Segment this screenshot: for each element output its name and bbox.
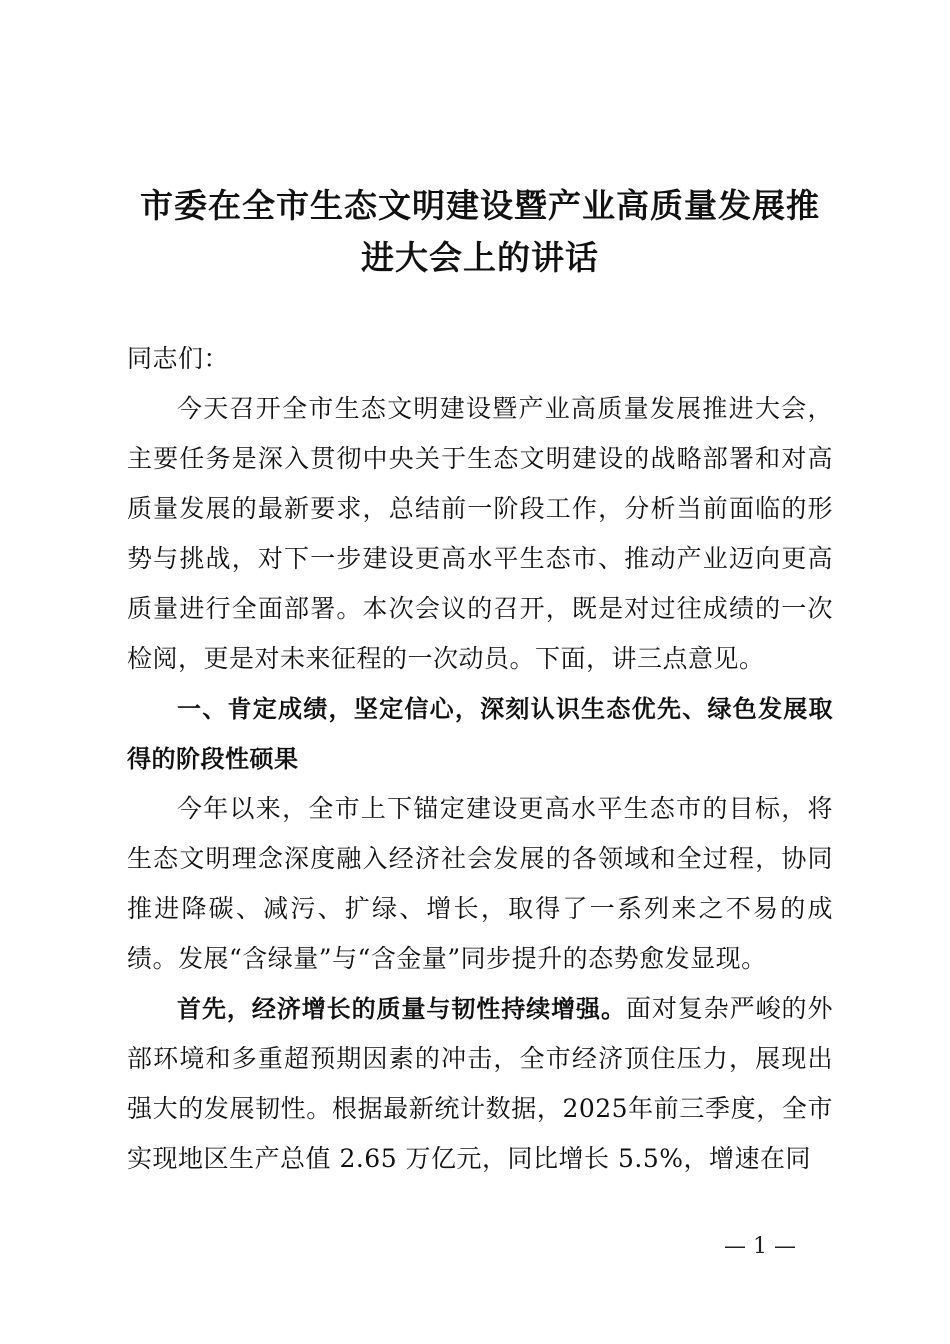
salutation: 同志们： [127,344,230,373]
title-line-2: 进大会上的讲话 [361,238,599,277]
document-title [100,180,860,284]
paragraph-intro: 今天召开全市生态文明建设暨产业高质量发展推进大会，主要任务是深入贯彻中央关于生态文明建设的战略部署和对高质量发展的最新要求，总结前一阶段工作，分析当前面临的形势与挑战，对下一步建设更高水平生态市、推动产业迈向更高质量进行全面部署。本次会议的召开，既是对过往成绩的一次检阅，更是对未来征程的一次动员。下面，讲三点意见。 [127,394,833,673]
section-heading-1: 一、肯定成绩，坚定信心，深刻认识生态优先、绿色发展取得的阶段性硕果 [127,695,833,773]
paragraph-lead-bold: 首先，经济增长的质量与韧性持续增强。 [177,995,626,1023]
paragraph-achievements: 今年以来，全市上下锚定建设更高水平生态市的目标，将生态文明理念深度融入经济社会发展的各领域和全过程，协同推进降碳、减污、扩绿、增长，取得了一系列来之不易的成绩。发展“含绿量”与“含金量”同步提升的态势愈发显现。 [127,794,833,973]
page-number: — 1 — [724,1234,796,1259]
document-body [127,334,833,1184]
title-line-1: 市委在全市生态文明建设暨产业高质量发展推 [140,186,820,225]
paragraph-economy [127,984,833,1184]
paragraph-economy-text: 面对复杂严峻的外部环境和多重超预期因素的冲击，全市经济顶住压力，展现出强大的发展韧性。根据最新统计数据，2025年前三季度，全市实现地区生产总值 2.65 万亿元，同比增长 5.5%，增速在同 [127,994,833,1173]
